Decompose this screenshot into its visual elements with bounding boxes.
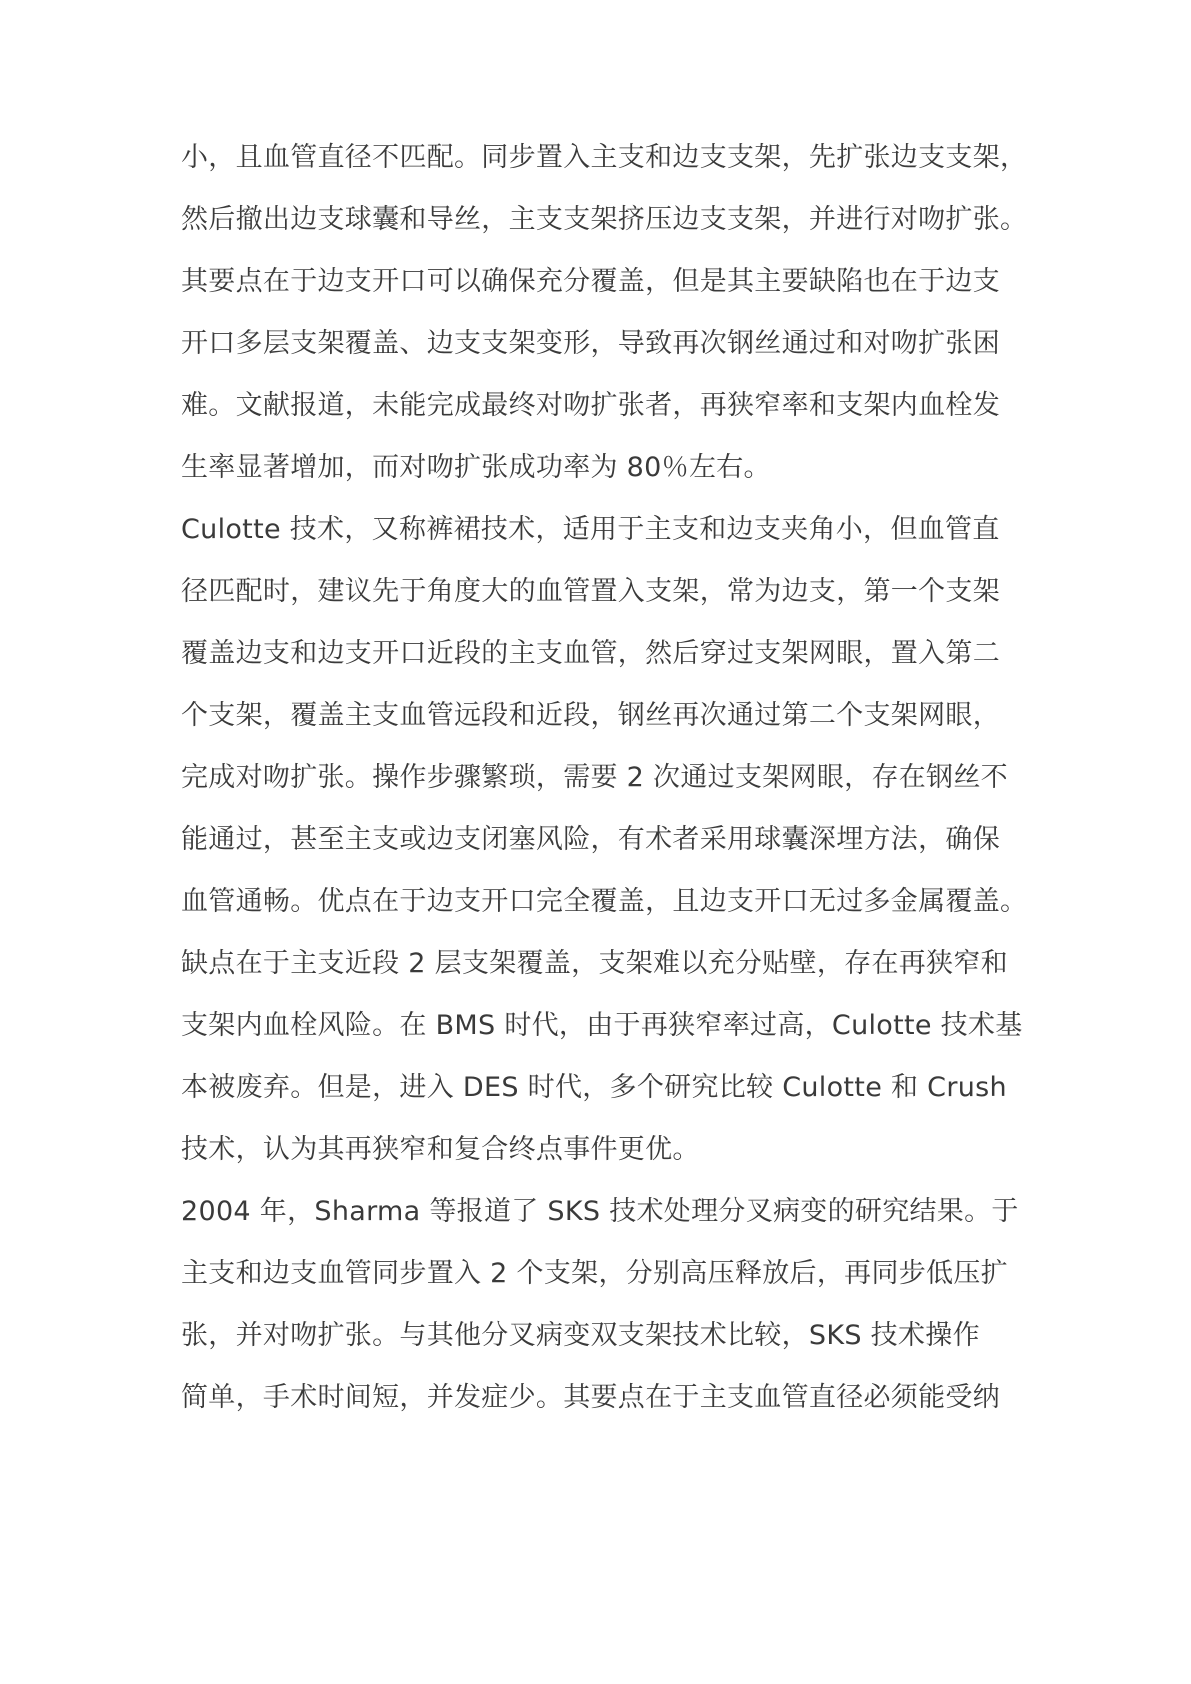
text-line: 本被废弃。但是，进入 DES 时代，多个研究比较 Culotte 和 Crush (181, 1072, 1007, 1103)
text-line: 支架内血栓风险。在 BMS 时代，由于再狭窄率过高，Culotte 技术基 (181, 1010, 1023, 1041)
text-line: 难。文献报道，未能完成最终对吻扩张者，再狭窄率和支架内血栓发 (181, 390, 1000, 421)
text-line: 径匹配时，建议先于角度大的血管置入支架，常为边支，第一个支架 (181, 576, 1000, 607)
text-line: 个支架，覆盖主支血管远段和近段，钢丝再次通过第二个支架网眼， (181, 700, 1000, 731)
text-line: 张，并对吻扩张。与其他分叉病变双支架技术比较，SKS 技术操作 (181, 1320, 980, 1351)
text-line: 技术，认为其再狭窄和复合终点事件更优。 (181, 1134, 700, 1165)
text-line: 缺点在于主支近段 2 层支架覆盖，支架难以充分贴壁，存在再狭窄和 (181, 948, 1008, 979)
text-line: 开口多层支架覆盖、边支支架变形，导致再次钢丝通过和对吻扩张困 (181, 328, 1000, 359)
text-line: 能通过，甚至主支或边支闭塞风险，有术者采用球囊深埋方法，确保 (181, 824, 1000, 855)
text-line: 血管通畅。优点在于边支开口完全覆盖，且边支开口无过多金属覆盖。 (181, 886, 1028, 917)
text-line: 简单，手术时间短，并发症少。其要点在于主支血管直径必须能受纳 (181, 1382, 1000, 1413)
text-line: Culotte 技术，又称裤裙技术，适用于主支和边支夹角小，但血管直 (181, 514, 1000, 545)
body-text (181, 127, 1051, 1429)
text-line: 2004 年，Sharma 等报道了 SKS 技术处理分叉病变的研究结果。于 (181, 1196, 1019, 1227)
text-line: 覆盖边支和边支开口近段的主支血管，然后穿过支架网眼，置入第二 (181, 638, 1000, 669)
text-line: 其要点在于边支开口可以确保充分覆盖，但是其主要缺陷也在于边支 (181, 266, 1000, 297)
text-line: 然后撤出边支球囊和导丝，主支支架挤压边支支架，并进行对吻扩张。 (181, 204, 1028, 235)
text-line: 小，且血管直径不匹配。同步置入主支和边支支架，先扩张边支支架， (181, 142, 1028, 173)
text-line: 主支和边支血管同步置入 2 个支架，分别高压释放后，再同步低压扩 (181, 1258, 1008, 1289)
text-line: 完成对吻扩张。操作步骤繁琐，需要 2 次通过支架网眼，存在钢丝不 (181, 762, 1008, 793)
text-line: 生率显著增加，而对吻扩张成功率为 80％左右。 (181, 452, 771, 483)
